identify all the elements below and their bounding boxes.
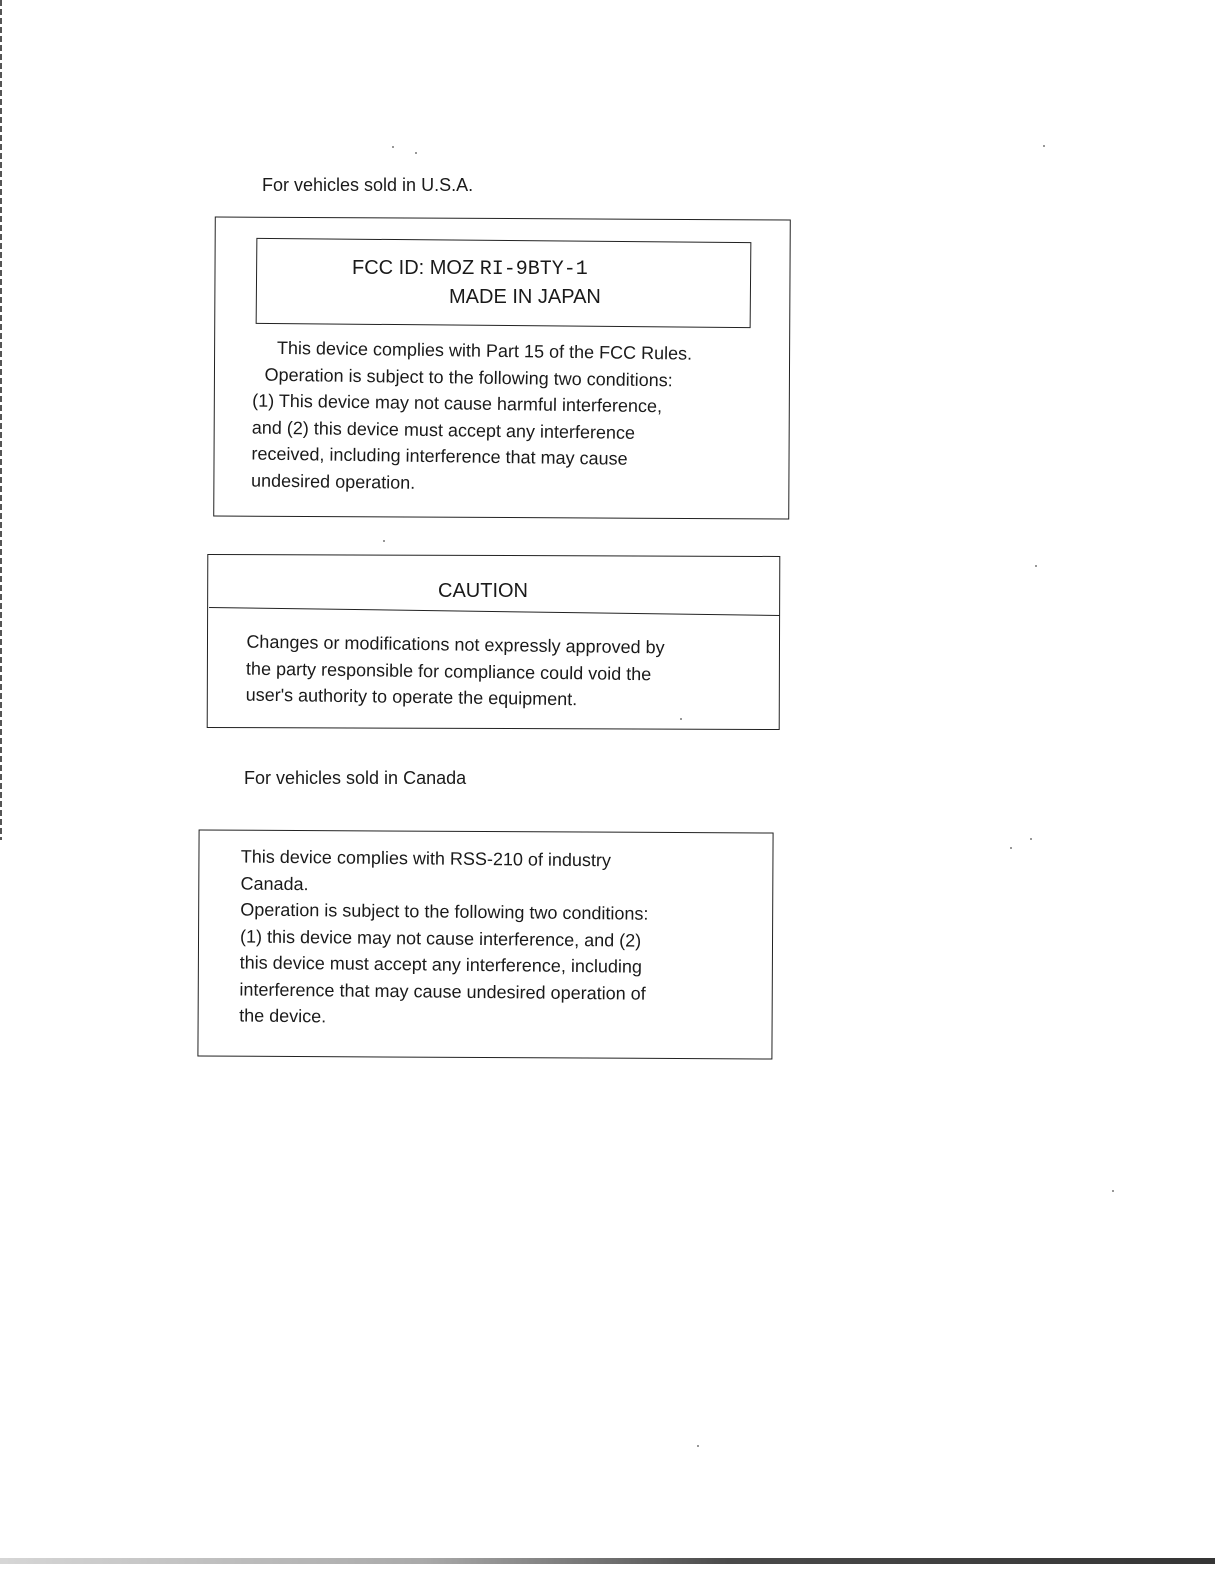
fcc-compliance-line: undesired operation. (250, 470, 416, 493)
scan-left-edge (0, 0, 2, 840)
fcc-compliance-line: received, including interference that may cause (251, 443, 628, 469)
caution-line: user's authority to operate the equipment. (245, 684, 578, 710)
fcc-id-label-box (256, 238, 752, 328)
canada-compliance-statement (239, 843, 726, 1034)
canada-section-heading: For vehicles sold in Canada (244, 768, 467, 788)
scan-speck (697, 1445, 699, 1447)
scan-speck (1010, 847, 1012, 849)
fcc-compliance-line: and (2) this device must accept any interference (251, 417, 636, 443)
scan-speck (383, 540, 385, 542)
made-in-label: MADE IN JAPAN (449, 286, 601, 308)
scan-speck (1035, 565, 1037, 567)
canada-compliance-line: (1) this device may not cause interference, and (2) (239, 925, 642, 951)
scan-speck (392, 146, 394, 148)
usa-section-heading: For vehicles sold in U.S.A. (262, 175, 474, 195)
fcc-id-code: RI-9BTY-1 (479, 258, 588, 281)
caution-title: CAUTION (438, 580, 528, 602)
canada-compliance-line: Canada. (240, 872, 309, 894)
caution-line: the party responsible for compliance could void the (245, 658, 652, 684)
caution-line: Changes or modifications not expressly approved by (246, 631, 665, 658)
scan-speck (415, 152, 417, 154)
fcc-compliance-statement (251, 335, 753, 501)
canada-compliance-line: the device. (239, 1005, 327, 1027)
canada-compliance-line: This device complies with RSS-210 of industry (240, 846, 612, 871)
fcc-compliance-line: (1) This device may not cause harmful interference, (252, 390, 663, 417)
scan-speck (1030, 838, 1032, 840)
canada-compliance-line: this device must accept any interference, including (239, 952, 643, 977)
fcc-compliance-line: This device complies with Part 15 of the FCC Rules. (276, 337, 693, 364)
canada-compliance-line: interference that may cause undesired operation of (239, 978, 646, 1004)
caution-statement (245, 629, 732, 715)
scan-speck (1043, 145, 1045, 147)
fcc-id-line (352, 257, 588, 281)
fcc-id-prefix: FCC ID: MOZ (352, 257, 475, 279)
canada-compliance-line: Operation is subject to the following two conditions: (240, 899, 649, 924)
scan-speck (1112, 1190, 1114, 1192)
scan-bottom-edge (0, 1558, 1215, 1564)
fcc-compliance-line: Operation is subject to the following two conditions: (264, 364, 673, 390)
